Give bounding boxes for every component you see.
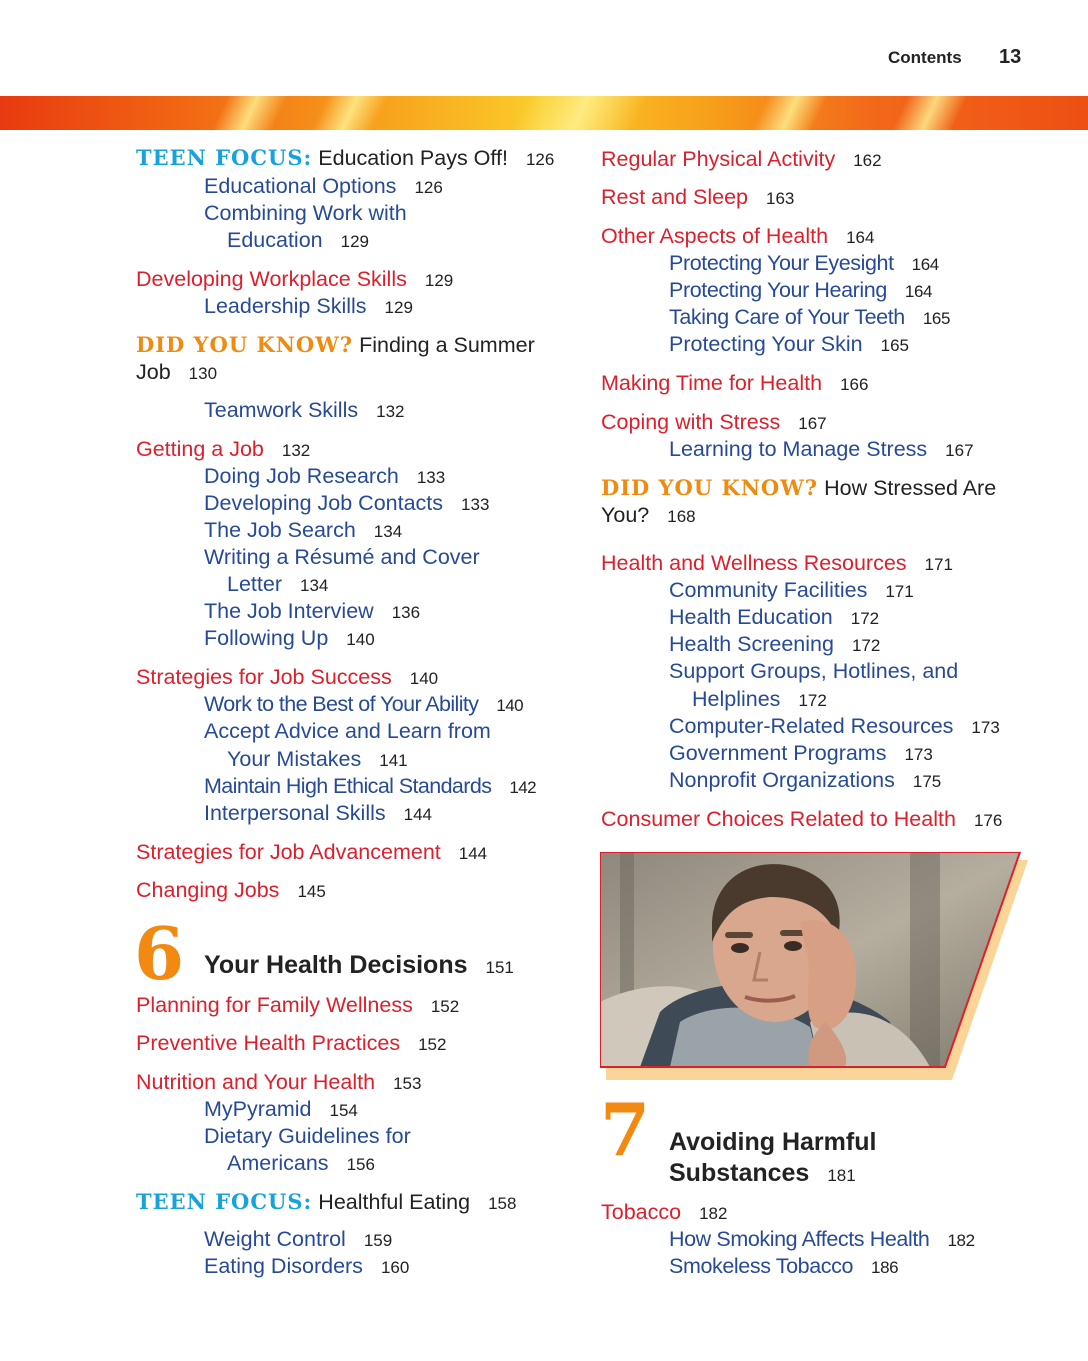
toc-page: 126 bbox=[414, 178, 443, 197]
toc-subentry-continued[interactable] bbox=[692, 686, 827, 714]
toc-page: 140 bbox=[409, 669, 439, 688]
toc-subentry[interactable] bbox=[204, 800, 432, 828]
toc-page: 142 bbox=[509, 778, 536, 797]
toc-page: 140 bbox=[496, 696, 523, 715]
toc-page: 151 bbox=[485, 958, 514, 977]
toc-entry-text: Following Up bbox=[204, 626, 329, 650]
toc-feature-continued[interactable] bbox=[601, 502, 696, 530]
toc-entry-text: Letter bbox=[227, 572, 282, 596]
toc-subentry[interactable] bbox=[669, 767, 941, 795]
toc-page: 126 bbox=[525, 150, 555, 169]
chapter-title[interactable] bbox=[669, 1127, 876, 1158]
toc-page: 152 bbox=[418, 1035, 447, 1054]
toc-page: 171 bbox=[924, 555, 953, 574]
toc-subentry[interactable] bbox=[204, 625, 375, 653]
toc-subentry[interactable] bbox=[669, 658, 958, 684]
toc-entry-text: Changing Jobs bbox=[136, 878, 280, 902]
toc-subentry[interactable] bbox=[204, 517, 402, 545]
toc-page: 141 bbox=[379, 751, 408, 770]
toc-entry-text: Combining Work with bbox=[204, 201, 407, 225]
toc-page: 129 bbox=[340, 232, 370, 251]
toc-page: 129 bbox=[384, 298, 413, 317]
toc-entry-text: Teamwork Skills bbox=[204, 398, 359, 422]
toc-entry-text: Tobacco bbox=[601, 1200, 682, 1224]
toc-section[interactable] bbox=[136, 992, 459, 1020]
toc-entry-text: Education Pays Off! bbox=[318, 146, 508, 170]
toc-entry-text: Protecting Your Eyesight bbox=[669, 251, 894, 275]
toc-section[interactable] bbox=[601, 409, 827, 437]
toc-page: 172 bbox=[850, 609, 880, 628]
toc-section[interactable] bbox=[601, 184, 794, 212]
toc-page: 134 bbox=[299, 576, 329, 595]
toc-entry-text: Consumer Choices Related to Health bbox=[601, 807, 956, 831]
toc-entry-text: Maintain High Ethical Standards bbox=[204, 774, 492, 798]
toc-entry-text: You? bbox=[601, 503, 650, 527]
toc-feature-teen-focus[interactable] bbox=[136, 145, 554, 173]
toc-entry-text: Weight Control bbox=[204, 1227, 346, 1251]
toc-entry-text: Accept Advice and Learn from bbox=[204, 719, 491, 743]
toc-subentry[interactable] bbox=[204, 544, 480, 570]
toc-page: 132 bbox=[376, 402, 405, 421]
toc-page: 164 bbox=[911, 255, 939, 274]
toc-entry-text: Interpersonal Skills bbox=[204, 801, 386, 825]
chapter-number: 6 bbox=[134, 911, 185, 996]
toc-page: 140 bbox=[346, 630, 375, 649]
toc-entry-text: The Job Interview bbox=[204, 599, 374, 623]
toc-subentry[interactable] bbox=[204, 173, 443, 201]
toc-subentry[interactable] bbox=[669, 1226, 975, 1254]
toc-page: 144 bbox=[403, 805, 433, 824]
toc-entry-text: Preventive Health Practices bbox=[136, 1031, 401, 1055]
toc-section[interactable] bbox=[136, 839, 487, 867]
toc-entry-text: Regular Physical Activity bbox=[601, 147, 836, 171]
toc-page: 165 bbox=[880, 336, 910, 355]
toc-page: 173 bbox=[904, 745, 933, 764]
toc-entry-text: Smokeless Tobacco bbox=[669, 1254, 854, 1278]
toc-entry-text: Planning for Family Wellness bbox=[136, 993, 413, 1017]
toc-entry-text: The Job Search bbox=[204, 518, 356, 542]
toc-subentry[interactable] bbox=[669, 304, 950, 332]
did-you-know-label: DID YOU KNOW? bbox=[136, 332, 354, 357]
toc-subentry-continued[interactable] bbox=[227, 1150, 375, 1178]
toc-subentry[interactable] bbox=[204, 691, 523, 719]
toc-page: 156 bbox=[346, 1155, 375, 1174]
toc-section[interactable] bbox=[601, 146, 882, 174]
toc-subentry[interactable] bbox=[669, 740, 933, 768]
toc-subentry[interactable] bbox=[204, 1096, 358, 1124]
toc-section[interactable] bbox=[136, 1069, 421, 1097]
toc-entry-text: Helplines bbox=[692, 687, 781, 711]
stressed-teen-photo bbox=[600, 852, 1030, 1082]
toc-page: 152 bbox=[430, 997, 460, 1016]
toc-section[interactable] bbox=[136, 664, 438, 692]
toc-page: 168 bbox=[667, 507, 696, 526]
chapter-title-text: Avoiding Harmful bbox=[669, 1128, 877, 1156]
toc-feature-did-you-know[interactable] bbox=[601, 475, 996, 501]
toc-page: 172 bbox=[851, 636, 881, 655]
toc-entry-text: Rest and Sleep bbox=[601, 185, 749, 209]
toc-subentry[interactable] bbox=[669, 713, 1000, 741]
toc-entry-text: Strategies for Job Success bbox=[136, 665, 392, 689]
toc-section[interactable] bbox=[136, 436, 310, 464]
toc-entry-text: Strategies for Job Advancement bbox=[136, 840, 441, 864]
toc-entry-text: Other Aspects of Health bbox=[601, 224, 829, 248]
toc-subentry[interactable] bbox=[204, 773, 536, 801]
toc-entry-text: Dietary Guidelines for bbox=[204, 1124, 411, 1148]
did-you-know-label: DID YOU KNOW? bbox=[601, 475, 819, 500]
toc-page: 133 bbox=[416, 468, 446, 487]
toc-page: 176 bbox=[973, 811, 1003, 830]
toc-page: 144 bbox=[458, 844, 488, 863]
toc-subentry[interactable] bbox=[669, 250, 939, 278]
toc-page: 133 bbox=[461, 495, 490, 514]
toc-section[interactable] bbox=[136, 1030, 446, 1058]
toc-subentry[interactable] bbox=[204, 1123, 411, 1149]
chapter-title[interactable] bbox=[204, 950, 514, 983]
toc-page: 165 bbox=[922, 309, 951, 328]
toc-subentry[interactable] bbox=[669, 577, 914, 605]
toc-page: 136 bbox=[391, 603, 421, 622]
toc-subentry[interactable] bbox=[669, 604, 879, 632]
toc-page: 166 bbox=[840, 375, 869, 394]
toc-page: 167 bbox=[945, 441, 974, 460]
toc-subentry[interactable] bbox=[204, 598, 420, 626]
toc-page: 164 bbox=[904, 282, 933, 301]
toc-subentry[interactable] bbox=[669, 277, 932, 305]
chapter-title-text: Your Health Decisions bbox=[204, 951, 468, 979]
toc-feature-continued[interactable] bbox=[136, 359, 217, 387]
toc-entry-text: Getting a Job bbox=[136, 437, 264, 461]
toc-page: 153 bbox=[393, 1074, 422, 1093]
toc-entry-text: Eating Disorders bbox=[204, 1254, 363, 1278]
toc-subentry[interactable] bbox=[204, 1226, 392, 1254]
page-number: 13 bbox=[999, 46, 1022, 68]
toc-entry-text: Government Programs bbox=[669, 741, 887, 765]
toc-subentry[interactable] bbox=[204, 718, 491, 744]
toc-section[interactable] bbox=[136, 266, 453, 294]
toc-subentry[interactable] bbox=[204, 490, 489, 518]
toc-entry-text: Work to the Best of Your Ability bbox=[204, 692, 479, 716]
toc-subentry[interactable] bbox=[669, 1253, 898, 1281]
toc-page: 163 bbox=[766, 189, 795, 208]
chapter-number: 7 bbox=[600, 1087, 651, 1172]
toc-subentry[interactable] bbox=[204, 397, 405, 425]
toc-entry-text: Leadership Skills bbox=[204, 294, 367, 318]
toc-subentry[interactable] bbox=[669, 631, 880, 659]
toc-entry-text: Job bbox=[136, 360, 171, 384]
toc-section[interactable] bbox=[601, 223, 874, 251]
toc-subentry[interactable] bbox=[204, 293, 413, 321]
toc-subentry-continued[interactable] bbox=[227, 571, 328, 599]
toc-section[interactable] bbox=[601, 1199, 727, 1227]
toc-section[interactable] bbox=[601, 550, 953, 578]
toc-page: 129 bbox=[424, 271, 454, 290]
toc-page: 162 bbox=[853, 151, 882, 170]
toc-entry-text: How Stressed Are bbox=[824, 476, 997, 500]
toc-entry-text: MyPyramid bbox=[204, 1097, 312, 1121]
toc-entry-text: How Smoking Affects Health bbox=[669, 1227, 930, 1251]
toc-entry-text: Making Time for Health bbox=[601, 371, 823, 395]
toc-page: 172 bbox=[798, 691, 827, 710]
toc-entry-text: Developing Job Contacts bbox=[204, 491, 444, 515]
toc-entry-text: Health Education bbox=[669, 605, 833, 629]
toc-page: 182 bbox=[699, 1204, 728, 1223]
toc-subentry[interactable] bbox=[669, 331, 909, 359]
toc-page: 160 bbox=[380, 1258, 410, 1277]
toc-page: 181 bbox=[827, 1166, 856, 1185]
section-label: Contents bbox=[888, 48, 962, 67]
toc-entry-text: Health and Wellness Resources bbox=[601, 551, 907, 575]
toc-page: 173 bbox=[971, 718, 1000, 737]
toc-entry-text: Finding a Summer bbox=[359, 333, 535, 357]
toc-page: 167 bbox=[798, 414, 827, 433]
toc-entry-text: Writing a Résumé and Cover bbox=[204, 545, 480, 569]
toc-subentry[interactable] bbox=[204, 200, 407, 226]
toc-page: 164 bbox=[846, 228, 875, 247]
toc-entry-text: Support Groups, Hotlines, and bbox=[669, 659, 959, 683]
toc-page: 145 bbox=[297, 882, 326, 901]
toc-entry-text: Doing Job Research bbox=[204, 464, 399, 488]
photo-graphic bbox=[600, 852, 1030, 1082]
chapter-title-text: Substances bbox=[669, 1159, 810, 1187]
toc-entry-text: Developing Workplace Skills bbox=[136, 267, 407, 291]
flame-banner bbox=[0, 96, 1088, 130]
toc-page: 130 bbox=[188, 364, 218, 383]
toc-entry-text: Coping with Stress bbox=[601, 410, 781, 434]
toc-entry-text: Healthful Eating bbox=[318, 1190, 471, 1214]
toc-entry-text: Protecting Your Skin bbox=[669, 332, 863, 356]
toc-subentry-continued[interactable] bbox=[227, 227, 369, 255]
toc-subentry[interactable] bbox=[204, 1253, 409, 1281]
toc-entry-text: Community Facilities bbox=[669, 578, 868, 602]
teen-focus-label: TEEN FOCUS: bbox=[136, 145, 313, 170]
toc-page: 134 bbox=[373, 522, 403, 541]
toc-entry-text: Taking Care of Your Teeth bbox=[669, 305, 905, 329]
chapter-title-continued[interactable] bbox=[669, 1158, 856, 1191]
toc-entry-text: Education bbox=[227, 228, 323, 252]
toc-section[interactable] bbox=[601, 806, 1002, 834]
toc-entry-text: Nonprofit Organizations bbox=[669, 768, 895, 792]
toc-entry-text: Learning to Manage Stress bbox=[669, 437, 928, 461]
toc-page: 171 bbox=[885, 582, 914, 601]
toc-feature-teen-focus[interactable] bbox=[136, 1189, 516, 1217]
toc-page: 132 bbox=[281, 441, 311, 460]
toc-subentry[interactable] bbox=[669, 436, 974, 464]
toc-section[interactable] bbox=[136, 877, 326, 905]
toc-section[interactable] bbox=[601, 370, 868, 398]
toc-entry-text: Health Screening bbox=[669, 632, 834, 656]
toc-page: 175 bbox=[912, 772, 942, 791]
toc-entry-text: Americans bbox=[227, 1151, 329, 1175]
toc-page: 159 bbox=[363, 1231, 393, 1250]
toc-entry-text: Nutrition and Your Health bbox=[136, 1070, 376, 1094]
toc-subentry[interactable] bbox=[204, 463, 445, 491]
toc-page: 182 bbox=[947, 1231, 975, 1250]
toc-entry-text: Your Mistakes bbox=[227, 747, 362, 771]
toc-subentry-continued[interactable] bbox=[227, 746, 408, 774]
toc-page: 158 bbox=[488, 1194, 517, 1213]
toc-entry-text: Computer-Related Resources bbox=[669, 714, 954, 738]
toc-page: 186 bbox=[871, 1258, 899, 1277]
toc-feature-did-you-know[interactable] bbox=[136, 332, 535, 358]
toc-page: 154 bbox=[329, 1101, 358, 1120]
toc-entry-text: Educational Options bbox=[204, 174, 397, 198]
toc-entry-text: Protecting Your Hearing bbox=[669, 278, 887, 302]
teen-focus-label: TEEN FOCUS: bbox=[136, 1189, 313, 1214]
